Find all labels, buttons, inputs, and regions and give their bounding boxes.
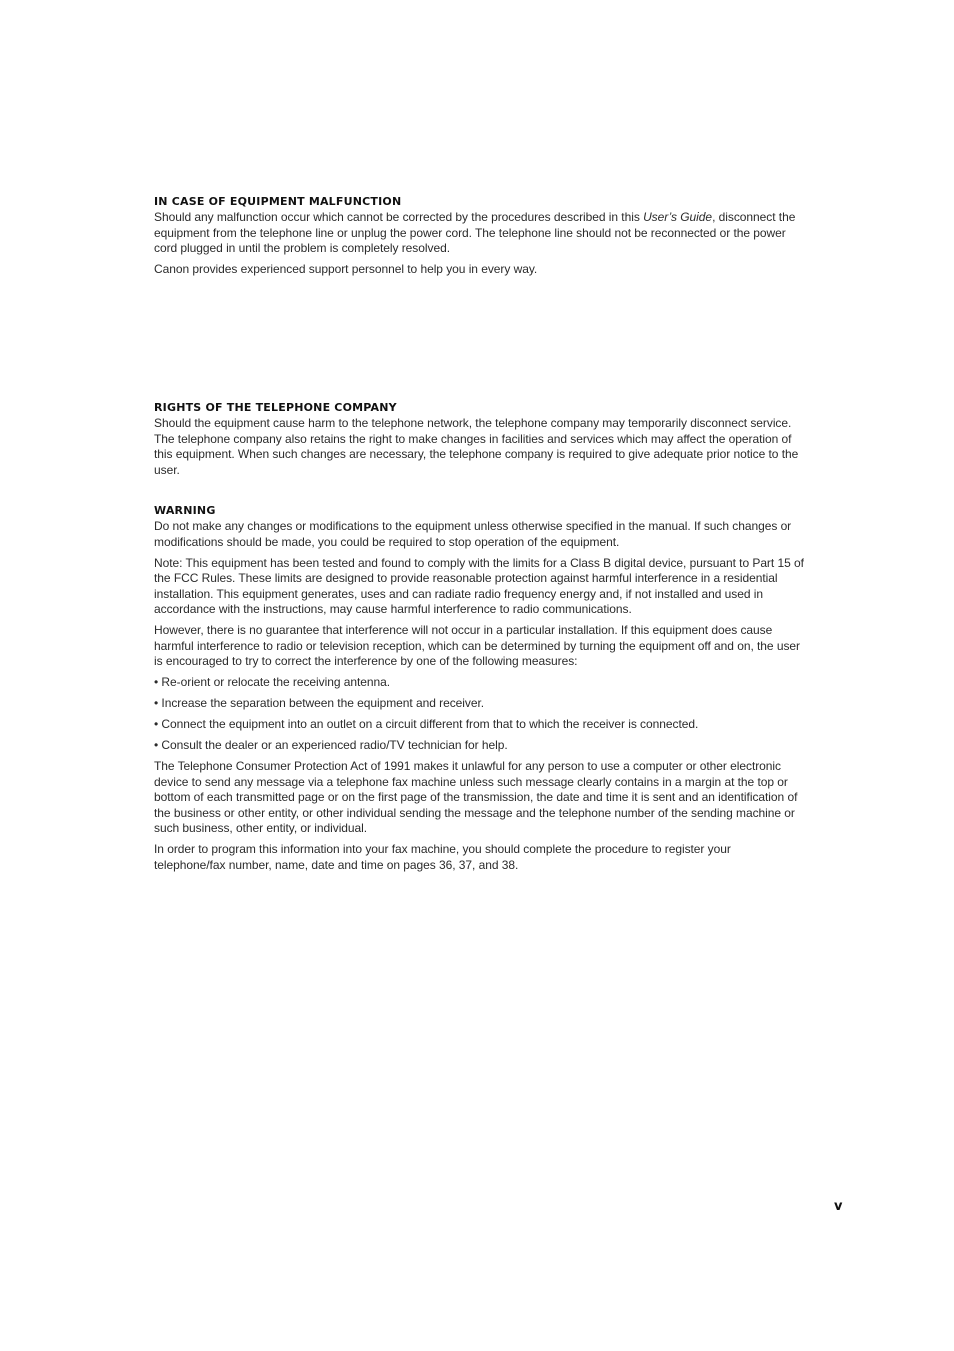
list-item: • Re-orient or relocate the receiving antenna. xyxy=(154,675,391,689)
list-item: • Consult the dealer or an experienced radio/TV technician for help. xyxy=(154,738,508,752)
users-guide-title: User’s Guide xyxy=(643,210,713,224)
section-warning xyxy=(154,504,804,879)
list-item: • Connect the equipment into an outlet on a circuit different from that to which the receiver is connected. xyxy=(154,717,699,731)
paragraph-tcpa: The Telephone Consumer Protection Act of 1991 makes it unlawful for any person to use a computer or other electronic device to send any message via a telephone fax machine unless such message clearly contains in a margin at the top or bottom of each transmitted page or on the first page of the transmission, the date and time it is sent and an identification of the business or other entity, or other individual sending the message and the telephone number of the sending machine or such business, other entity, or individual. xyxy=(154,759,798,835)
section-equipment-malfunction xyxy=(154,195,804,283)
list-item: • Increase the separation between the equipment and receiver. xyxy=(154,696,485,710)
paragraph-text: , disconnect the equipment from the telephone line or unplug the power cord. The telephone line should not be reconnected or the power cord plugged in until the problem is completely resolved. xyxy=(154,210,796,255)
heading-warning: WARNING xyxy=(154,504,216,517)
paragraph-warning-note: Note: This equipment has been tested and found to comply with the limits for a Class B digital device, pursuant to Part 15 of the FCC Rules. These limits are designed to provide reasonable protection against harmful interference in a residential installation. This equipment generates, uses and can radiate radio frequency energy and, if not installed and used in accordance with the instructions, may cause harmful interference to radio communications. xyxy=(154,555,804,616)
paragraph-rights-1: Should the equipment cause harm to the telephone network, the telephone company may temporarily disconnect service. The telephone company also retains the right to make changes in facilities and services which may affect the operation of this equipment. When such changes are necessary, the telephone company is required to give adequate prior notice to the user. xyxy=(154,416,799,477)
paragraph-malfunction-2: Canon provides experienced support personnel to help you in every way. xyxy=(154,262,538,276)
paragraph-warning-1: Do not make any changes or modifications to the equipment unless otherwise specified in the manual. If such changes or modifications should be made, you could be required to stop operation of the equipment. xyxy=(154,519,792,549)
heading-equipment-malfunction: IN CASE OF EQUIPMENT MALFUNCTION xyxy=(154,195,402,208)
paragraph-warning-guarantee: However, there is no guarantee that interference will not occur in a particular installation. If this equipment does cause harmful interference to radio or television reception, which can be determined by turning the equipment off and on, the user is encouraged to try to correct the interference by one of the following measures: xyxy=(154,623,800,668)
page-number: v xyxy=(834,1199,843,1214)
section-rights-telephone-company xyxy=(154,401,804,484)
paragraph-program-info: In order to program this information into your fax machine, you should complete the procedure to register your telephone/fax number, name, date and time on pages 36, 37, and 38. xyxy=(154,842,731,872)
paragraph-text: Should any malfunction occur which cannot be corrected by the procedures described in this xyxy=(154,210,644,224)
paragraph-malfunction-1 xyxy=(154,210,804,257)
heading-rights-telephone-company: RIGHTS OF THE TELEPHONE COMPANY xyxy=(154,401,397,414)
